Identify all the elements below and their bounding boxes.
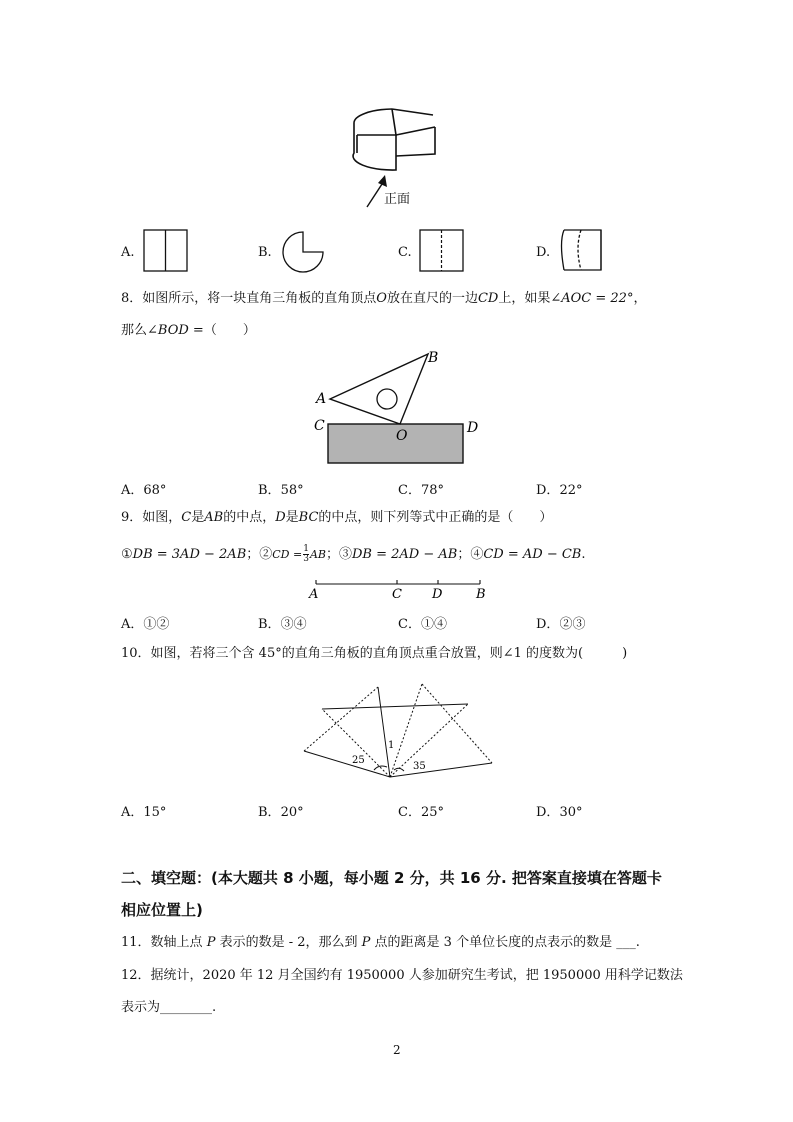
label-A: A (309, 587, 319, 602)
q11-stem: 11．数轴上点 P 表示的数是 - 2，那么到 P 点的距离是 3 个单位长度的点表示的数是 ___. (121, 935, 640, 950)
q8-option-a: A．68° (121, 483, 167, 498)
q7-option-b-letter: B. (258, 245, 272, 260)
q8-figure (310, 346, 490, 471)
section2-heading-line1: 二、填空题：(本大题共 8 小题，每小题 2 分，共 16 分. 把答案直接填在答题卡 (121, 869, 662, 887)
q7-option-d-figure (556, 224, 608, 276)
q7-option-d-letter: D. (536, 245, 551, 260)
q9-option-d: D．②③ (536, 617, 586, 632)
q8-option-d: D．22° (536, 483, 583, 498)
q9-equations: ①DB = 3AD − 2AB；②CD = $\frac{1}{3}$ AB；③DB = 2AD − AB；④CD = AD − CB. (121, 544, 586, 564)
q7-option-c-figure (419, 229, 465, 273)
q10-stem: 10．如图，若将三个含 45°的直角三角板的直角顶点重合放置，则∠1 的度数为( ) (121, 646, 628, 661)
q7-option-b-figure (280, 229, 326, 275)
section2-heading-line2: 相应位置上) (121, 901, 203, 919)
label-D: D (432, 587, 443, 602)
front-label: 正面 (384, 192, 411, 207)
page-number: 2 (393, 1043, 401, 1057)
q10-option-d: D．30° (536, 805, 583, 820)
q7-option-a-letter: A. (121, 245, 135, 260)
q10-option-a: A．15° (121, 805, 167, 820)
q9-stem: 9．如图，C是AB的中点，D是BC的中点，则下列等式中正确的是（ ） (121, 510, 553, 525)
q9-option-a: A．①② (121, 617, 170, 632)
triangle-plate (330, 354, 428, 424)
q8-option-c: C．78° (398, 483, 444, 498)
angle-35-label: 35 (413, 761, 426, 772)
label-O: O (396, 428, 408, 444)
q7-option-c-letter: C. (398, 245, 412, 260)
label-C: C (314, 418, 325, 434)
q10-option-b: B．20° (258, 805, 304, 820)
angle-1-label: 1 (388, 740, 395, 751)
label-B: B (428, 350, 439, 366)
label-B: B (476, 587, 486, 602)
label-A: A (316, 391, 327, 407)
q9-option-c: C．①④ (398, 617, 447, 632)
label-C: C (392, 587, 402, 602)
q9-number-line (304, 576, 494, 602)
q8-stem-line2: 那么∠BOD =（ ） (121, 323, 256, 338)
q12-stem-line1: 12．据统计，2020 年 12 月全国约有 1950000 人参加研究生考试，把 1950000 用科学记数法 (121, 968, 683, 983)
triangle-hole (377, 389, 397, 409)
q8-stem-line1: 8．如图所示，将一块直角三角板的直角顶点O放在直尺的一边CD上，如果∠AOC = 22°， (121, 291, 647, 306)
q12-stem-line2: 表示为________. (121, 1000, 217, 1015)
q10-figure (300, 680, 500, 780)
q8-option-b: B．58° (258, 483, 304, 498)
angle-25-label: 25 (352, 755, 365, 766)
q9-option-b: B．③④ (258, 617, 307, 632)
label-D: D (467, 420, 479, 436)
q7-option-a-figure (143, 229, 189, 273)
q10-option-c: C．25° (398, 805, 444, 820)
